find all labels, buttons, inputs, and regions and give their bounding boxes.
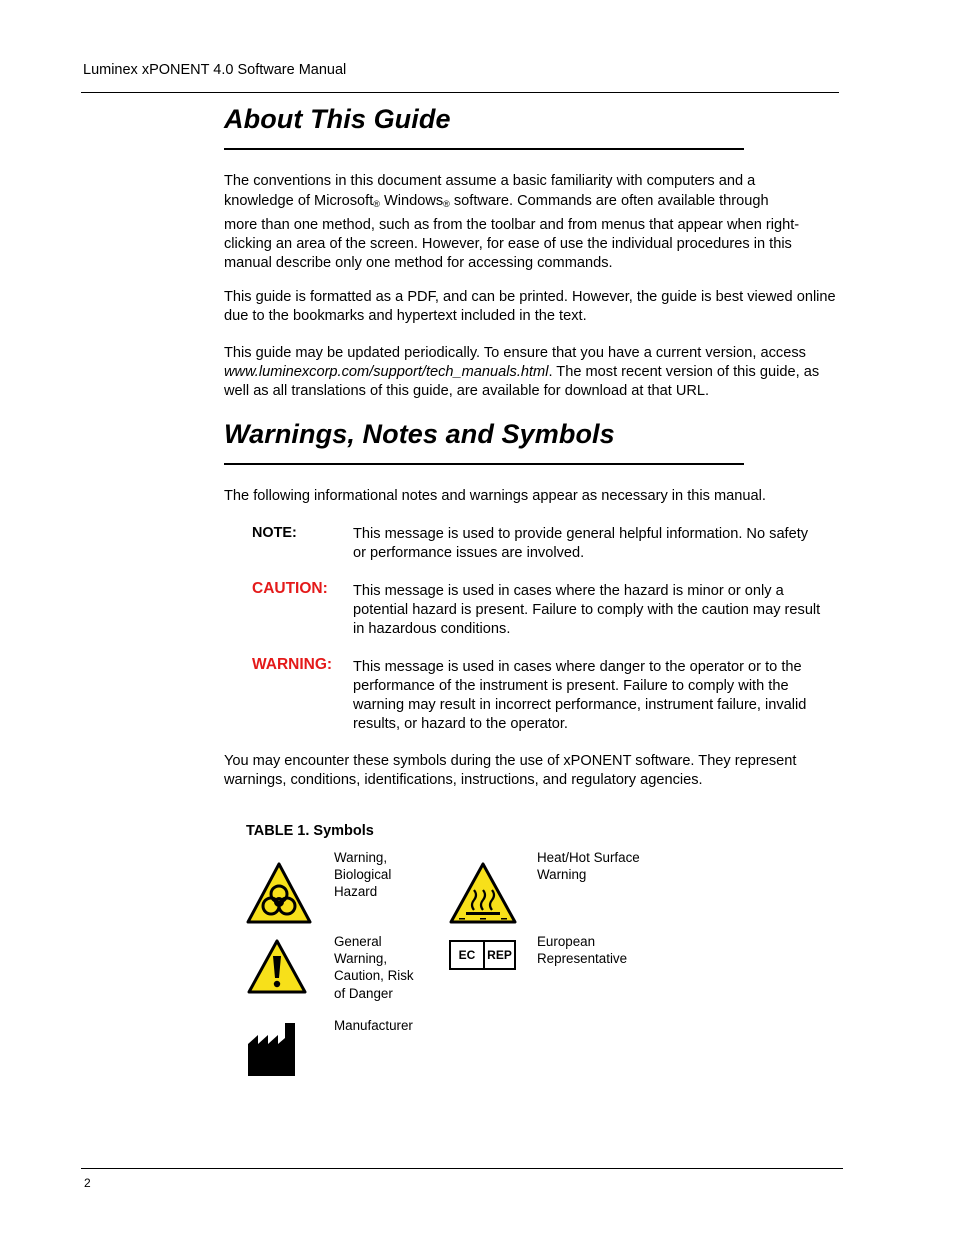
running-header-title: Luminex xPONENT 4.0 Software Manual bbox=[83, 62, 347, 78]
about-paragraph-1 bbox=[224, 172, 842, 273]
about-p1-rest: more than one method, such as from the toolbar and from menus that appear when right-clicking an area of the screen. However, for ease of use the individual procedures in this manual describe only one method for accessing commands. bbox=[224, 217, 800, 271]
caution-label: CAUTION: bbox=[252, 580, 328, 597]
about-p1-line2: knowledge of Microsoft$_®$ Windows$_®$ software. Commands are often available through bbox=[224, 193, 769, 209]
section-title-warnings: Warnings, Notes and Symbols bbox=[224, 419, 615, 449]
ec-text: EC bbox=[451, 942, 485, 968]
footer-divider bbox=[81, 1168, 843, 1169]
general-warning-icon bbox=[246, 938, 308, 996]
header-divider bbox=[81, 92, 839, 93]
symbols-intro: You may encounter these symbols during the use of xPONENT software. They represent warnings, conditions, identifications, instructions, and regulatory agencies. bbox=[224, 753, 797, 788]
section-title-about: About This Guide bbox=[224, 104, 451, 134]
hot-surface-icon bbox=[449, 862, 517, 924]
note-label: NOTE: bbox=[252, 525, 297, 541]
symbol-label-hot-surface: Heat/Hot Surface Warning bbox=[537, 850, 640, 883]
symbol-label-manufacturer: Manufacturer bbox=[334, 1018, 413, 1033]
section-title-rule bbox=[224, 148, 744, 150]
table-title: TABLE 1. Symbols bbox=[246, 823, 374, 839]
about-paragraph-2: This guide is formatted as a PDF, and can be printed. However, the guide is best viewed online due to the bookmarks and hypertext included in the text. bbox=[224, 289, 836, 324]
symbol-label-biohazard: Warning, Biological Hazard bbox=[334, 850, 392, 900]
note-text: This message is used to provide general helpful information. No safety or performance issues are involved. bbox=[353, 526, 809, 561]
warning-label: WARNING: bbox=[252, 656, 333, 673]
manuals-url[interactable]: www.luminexcorp.com/support/tech_manuals.html bbox=[224, 364, 549, 380]
ec-rep-icon bbox=[449, 940, 516, 970]
section-title-rule bbox=[224, 463, 744, 465]
warnings-intro: The following informational notes and warnings appear as necessary in this manual. bbox=[224, 488, 766, 504]
biohazard-icon bbox=[246, 862, 312, 924]
about-p1-line1: The conventions in this document assume a basic familiarity with computers and a bbox=[224, 173, 756, 189]
manufacturer-icon bbox=[247, 1022, 297, 1077]
rep-text: REP bbox=[487, 948, 512, 962]
page-number: 2 bbox=[84, 1176, 91, 1190]
caution-text: This message is used in cases where the hazard is minor or only a potential hazard is present. Failure to comply with the caution may result in hazardous conditions. bbox=[353, 583, 821, 637]
about-paragraph-3: This guide may be updated periodically. To ensure that you have a current version, access www.luminexcorp.com/support/tech_manuals.html. The most recent version of this guide, as well as all translations of this guide, are available for download at that URL. bbox=[224, 345, 820, 399]
symbol-label-ec-rep: European Representative bbox=[537, 934, 628, 967]
symbol-label-general-warning: General Warning, Caution, Risk of Danger bbox=[334, 934, 414, 1001]
warning-text: This message is used in cases where danger to the operator or to the performance of the instrument is present. Failure to comply with the warning may result in incorrect performance, instrument failure, invalid results, or hazard to the operator. bbox=[353, 659, 807, 732]
